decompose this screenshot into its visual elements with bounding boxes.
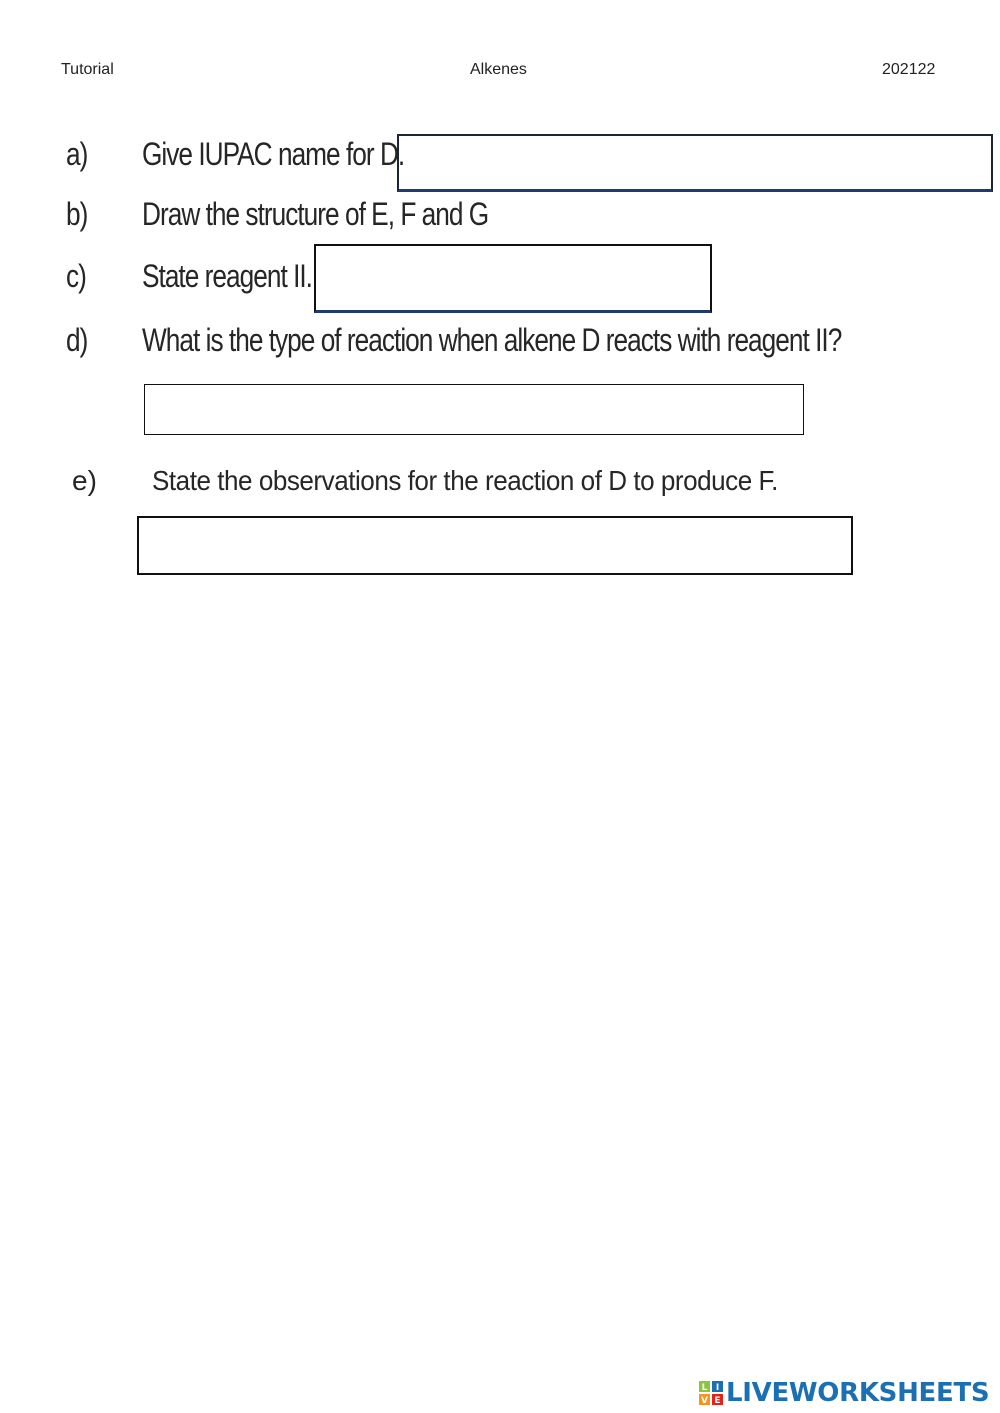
svg-text:V: V: [701, 1396, 708, 1406]
question-b-label: b): [66, 196, 88, 232]
question-e-label: e): [72, 465, 97, 496]
header-course: Tutorial: [61, 61, 114, 78]
answer-c-field[interactable]: [314, 244, 712, 313]
question-d-text: What is the type of reaction when alkene D reacts with reagent II?: [142, 322, 842, 358]
header-session: 202122: [882, 61, 936, 78]
question-a-label: a): [66, 136, 88, 172]
question-c-text: State reagent II.: [142, 258, 312, 294]
question-c-label: c): [66, 258, 86, 294]
svg-text:I: I: [715, 1383, 720, 1393]
answer-a-field[interactable]: [397, 134, 993, 192]
answer-e-field[interactable]: [137, 516, 853, 575]
brand-name: LIVEWORKSHEETS: [726, 1378, 990, 1408]
liveworksheets-logo-icon: [698, 1380, 724, 1406]
svg-text:L: L: [701, 1383, 708, 1393]
header-topic: Alkenes: [470, 61, 527, 78]
answer-d-field[interactable]: [144, 384, 804, 435]
svg-text:E: E: [714, 1396, 721, 1406]
question-d-label: d): [66, 322, 88, 358]
question-e-text: State the observations for the reaction of D to produce F.: [152, 465, 778, 496]
question-a-text: Give IUPAC name for D.: [142, 136, 405, 172]
question-b-text: Draw the structure of E, F and G: [142, 196, 489, 232]
liveworksheets-brand: [698, 1378, 989, 1408]
